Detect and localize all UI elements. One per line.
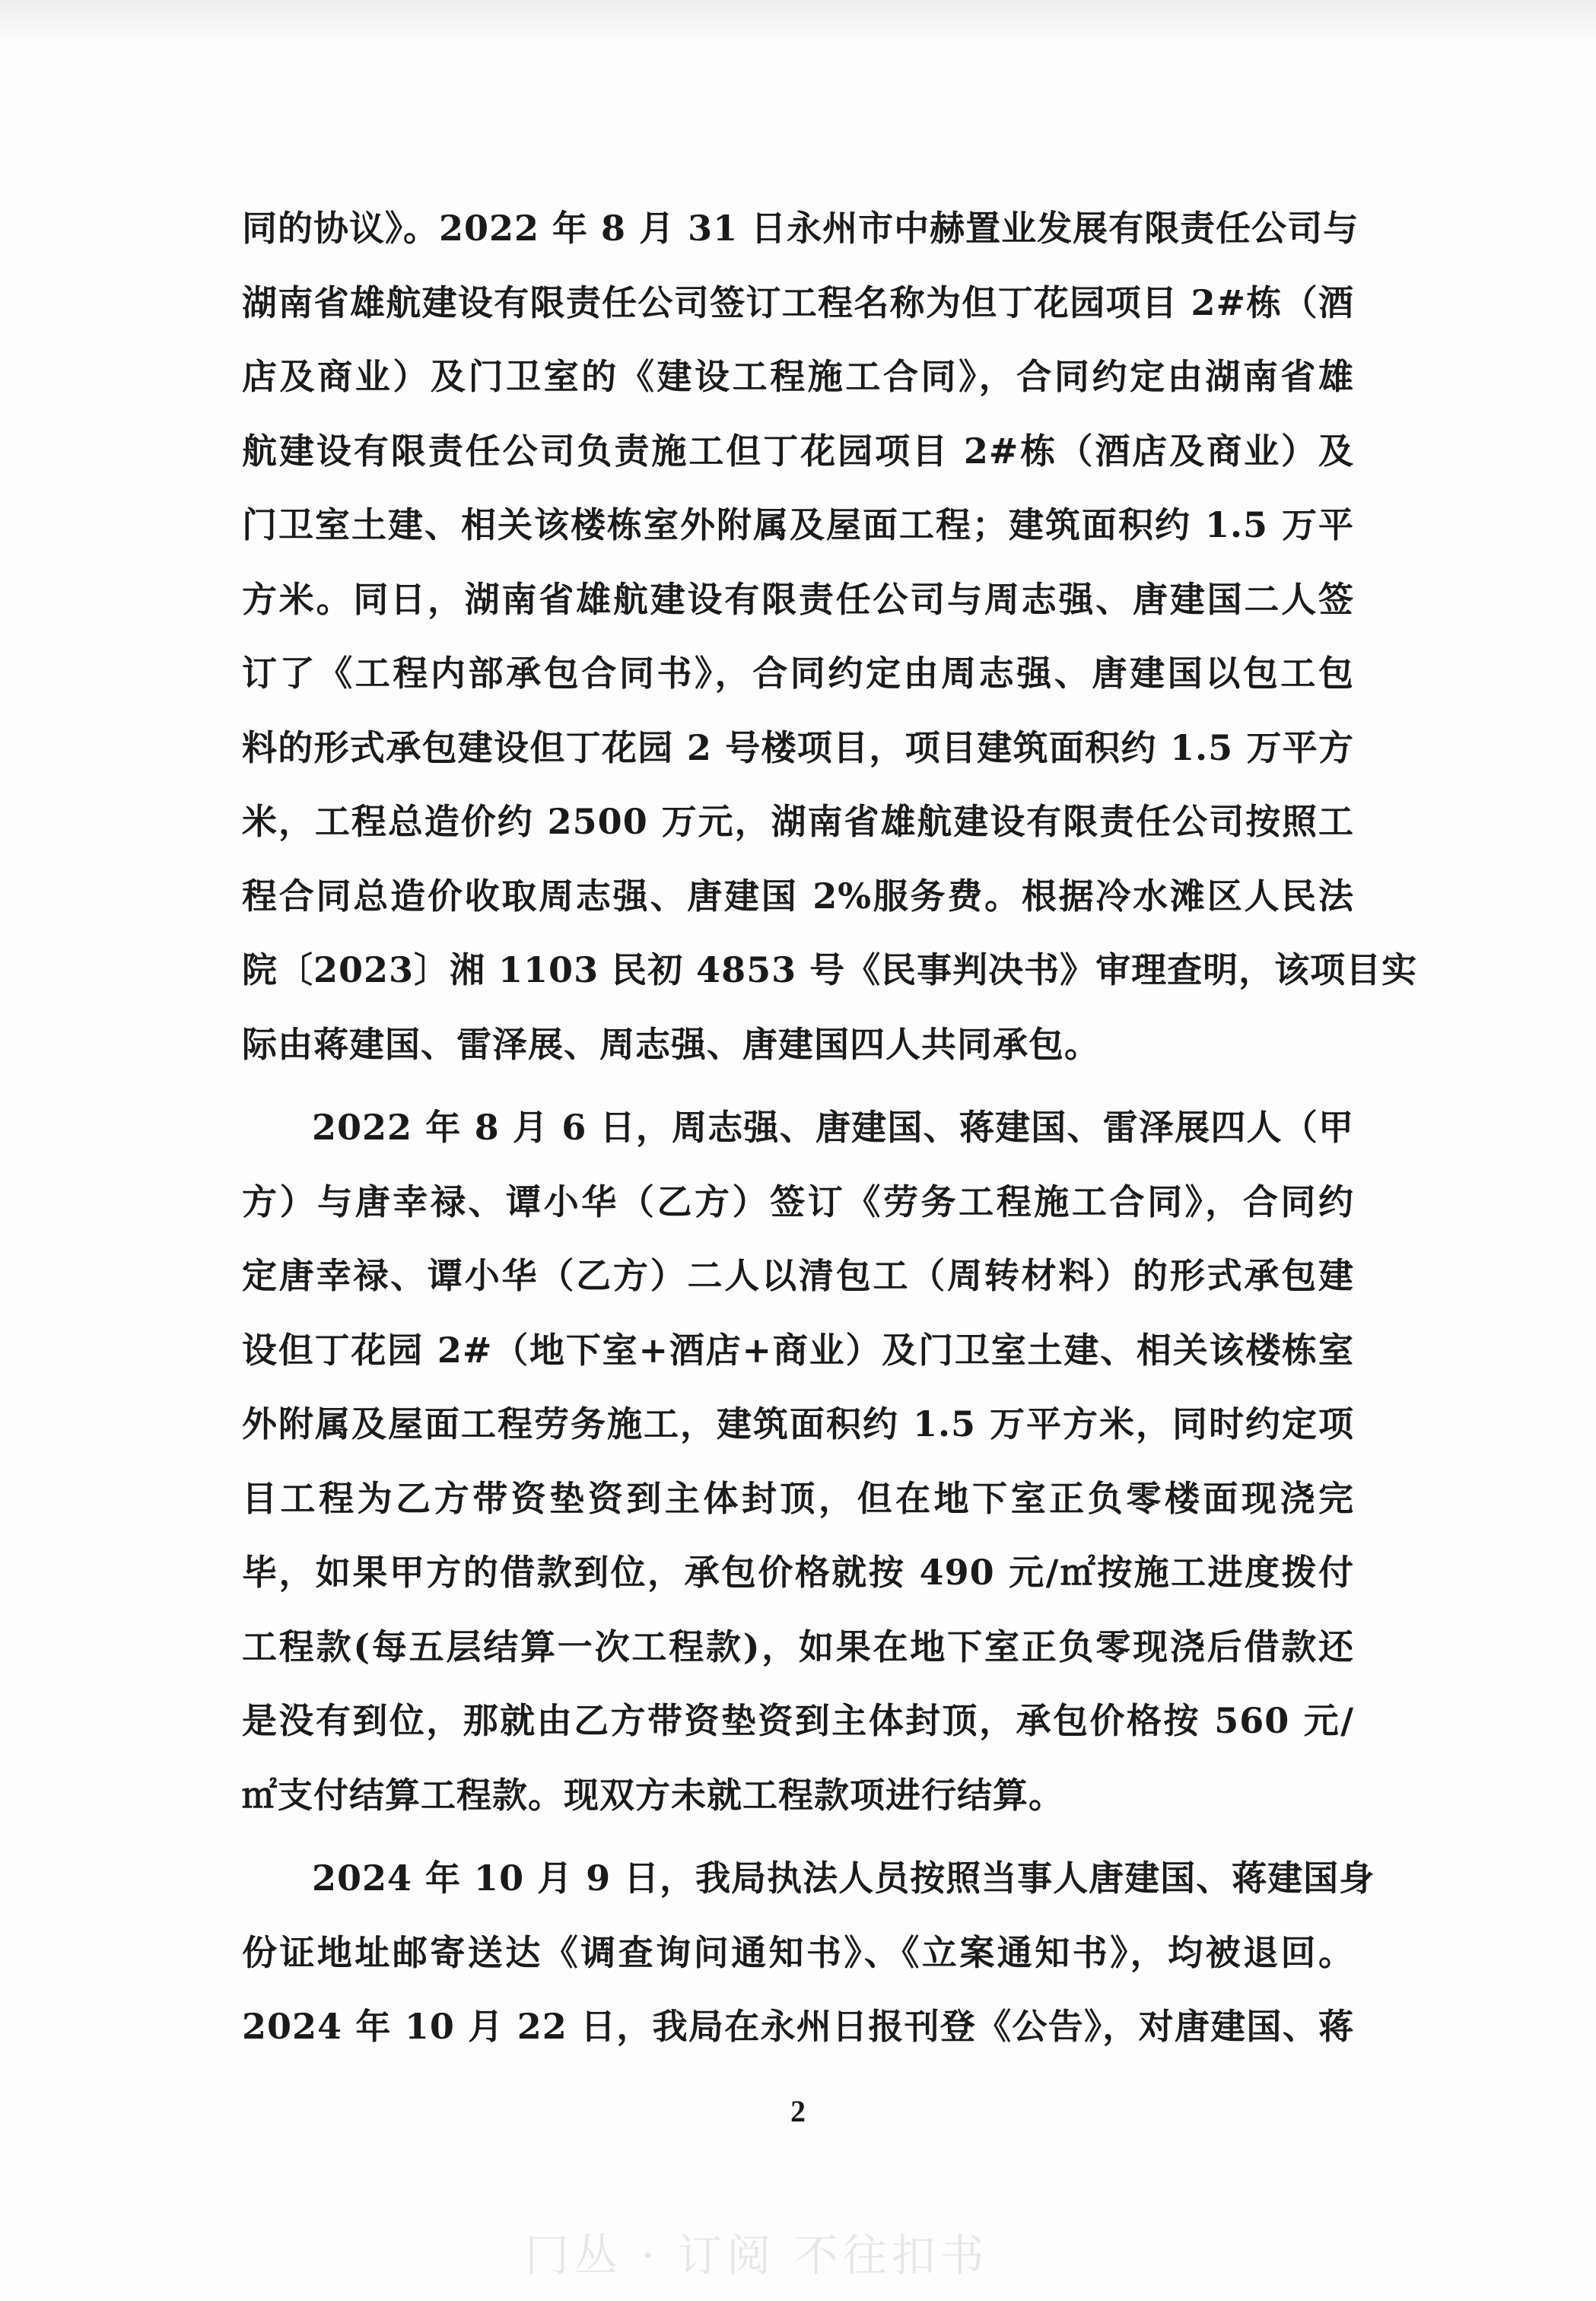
text-line: ㎡支付结算工程款。现双方未就工程款项进行结算。: [242, 1774, 1064, 1816]
paragraph-3: [242, 1842, 1375, 2064]
text-line: 2022 年 8 月 6 日，周志强、唐建国、蒋建国、雷泽展四人（甲: [312, 1107, 1354, 1148]
text-line: 米，工程总造价约 2500 万元，湖南省雄航建设有限责任公司按照工: [242, 801, 1354, 842]
scan-edge-shadow: [0, 0, 1596, 46]
text-line: 工程款(每五层结算一次工程款)，如果在地下室正负零现浇后借款还: [242, 1626, 1354, 1667]
text-line: 际由蒋建国、雷泽展、周志强、唐建国四人共同承包。: [242, 1023, 1100, 1065]
text-line: 份证地址邮寄送达《调查询问通知书》、《立案通知书》，均被退回。: [242, 1931, 1354, 1973]
paragraph-2: [242, 1091, 1354, 1832]
text-line: 程合同总造价收取周志强、唐建国 2%服务费。根据冷水滩区人民法: [242, 875, 1354, 917]
text-line: 院〔2023〕湘 1103 民初 4853 号《民事判决书》审理查明，该项目实: [242, 949, 1418, 990]
text-line: 门卫室土建、相关该楼栋室外附属及屋面工程；建筑面积约 1.5 万平: [242, 504, 1354, 545]
text-line: 订了《工程内部承包合同书》，合同约定由周志强、唐建国以包工包: [242, 653, 1354, 694]
body-text: [242, 192, 1418, 2064]
text-line: 料的形式承包建设但丁花园 2 号楼项目，项目建筑面积约 1.5 万平方: [242, 726, 1354, 768]
text-line: 2024 年 10 月 9 日，我局执法人员按照当事人唐建国、蒋建国身: [312, 1858, 1375, 1899]
text-line: 外附属及屋面工程劳务施工，建筑面积约 1.5 万平方米，同时约定项: [242, 1403, 1354, 1444]
text-line: 是没有到位，那就由乙方带资垫资到主体封顶，承包价格按 560 元/: [242, 1700, 1354, 1741]
text-line: 目工程为乙方带资垫资到主体封顶，但在地下室正负零楼面现浇完: [242, 1477, 1354, 1519]
text-line: 同的协议》。2022 年 8 月 31 日永州市中赫置业发展有限责任公司与: [242, 208, 1359, 249]
page-number: 2: [790, 2094, 806, 2128]
text-line: 航建设有限责任公司负责施工但丁花园项目 2#栋（酒店及商业）及: [242, 430, 1354, 472]
text-line: 湖南省雄航建设有限责任公司签订工程名称为但丁花园项目 2#栋（酒: [242, 281, 1354, 323]
text-line: 2024 年 10 月 22 日，我局在永州日报刊登《公告》，对唐建国、蒋: [242, 2006, 1354, 2047]
text-line: 定唐幸禄、谭小华（乙方）二人以清包工（周转材料）的形式承包建: [242, 1255, 1354, 1296]
text-line: 店及商业）及门卫室的《建设工程施工合同》，合同约定由湖南省雄: [242, 356, 1354, 397]
text-line: 方）与唐幸禄、谭小华（乙方）签订《劳务工程施工合同》，合同约: [242, 1181, 1354, 1222]
text-line: 设但丁花园 2#（地下室+酒店+商业）及门卫室土建、相关该楼栋室: [242, 1329, 1354, 1371]
text-line: 毕，如果甲方的借款到位，承包价格就按 490 元/㎡按施工进度拨付: [242, 1552, 1354, 1593]
text-line: 方米。同日，湖南省雄航建设有限责任公司与周志强、唐建国二人签: [242, 578, 1354, 620]
paragraph-1: [242, 192, 1418, 1082]
next-page-bleed-text: 冂丛 · 订阅 不往扣书: [525, 2229, 989, 2281]
